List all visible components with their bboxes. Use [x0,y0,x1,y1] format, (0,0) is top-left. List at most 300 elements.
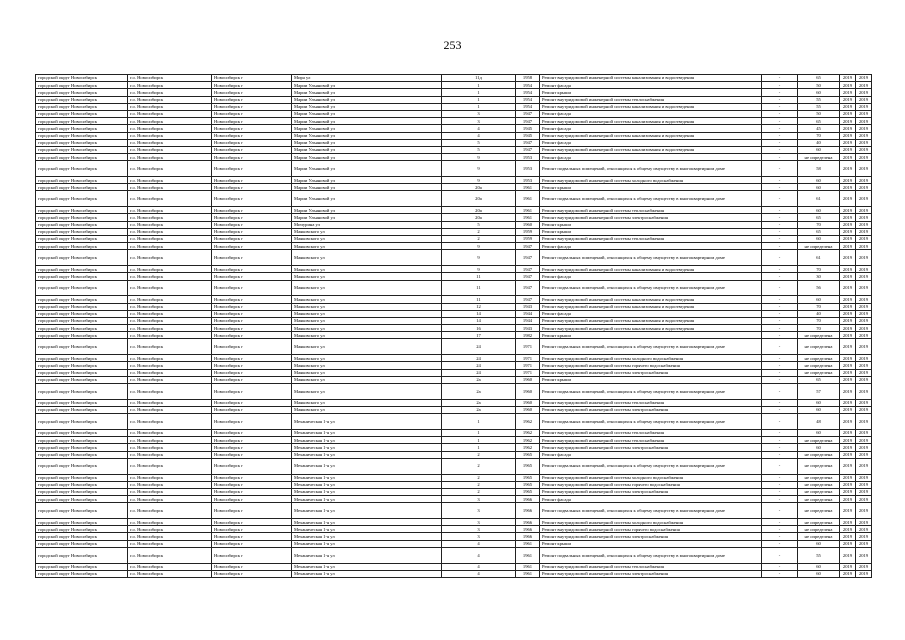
cost-cell: 70 [798,325,840,332]
plan-start-year-cell: 2019 [840,339,856,355]
plan-start-year-cell: 2019 [840,303,856,310]
municipal-district-cell: городской округ Новосибирск [36,317,128,324]
municipal-district-cell: городской округ Новосибирск [36,488,128,495]
cost-cell: не определена [798,488,840,495]
city-cell: Новосибирск г [212,444,292,451]
city-cell: Новосибирск г [212,369,292,376]
municipality-cell: г.о. Новосибирск [128,161,212,177]
plan-start-year-cell: 2019 [840,488,856,495]
plan-start-year-cell: 2019 [840,437,856,444]
city-cell: Новосибирск г [212,481,292,488]
plan-start-year-cell: 2019 [840,369,856,376]
municipal-district-cell: городской округ Новосибирск [36,243,128,250]
cost-cell: не определена [798,339,840,355]
year-built-cell: 1961 [516,191,540,207]
plan-start-year-cell: 2019 [840,161,856,177]
cost-cell: 65 [798,75,840,82]
municipal-district-cell: городской округ Новосибирск [36,235,128,242]
work-type-cell: Ремонт подвальных помещений, относящихся к общему имуществу в многоквартирном доме [540,250,762,266]
area-cell: - [762,266,798,273]
cost-cell: 30 [798,273,840,280]
year-built-cell: 1959 [516,235,540,242]
cost-cell: 50 [798,110,840,117]
municipal-district-cell: городской округ Новосибирск [36,526,128,533]
city-cell: Новосибирск г [212,533,292,540]
table-row [36,118,872,125]
municipality-cell: г.о. Новосибирск [128,458,212,474]
house-number-cell: 2а [442,383,516,399]
area-cell: - [762,332,798,339]
plan-end-year-cell: 2019 [856,118,872,125]
table-row [36,273,872,280]
year-built-cell: 1961 [516,547,540,563]
municipality-cell: г.о. Новосибирск [128,177,212,184]
work-type-cell: Ремонт крыши [540,376,762,383]
municipal-district-cell: городской округ Новосибирск [36,139,128,146]
municipal-district-cell: городской округ Новосибирск [36,429,128,436]
house-number-cell: 9 [442,161,516,177]
street-cell: Маяковского ул [292,362,442,369]
cost-cell: 55 [798,96,840,103]
area-cell: - [762,250,798,266]
cost-cell: 50 [798,82,840,89]
municipality-cell: г.о. Новосибирск [128,110,212,117]
cost-cell: 40 [798,139,840,146]
house-number-cell: 2 [442,235,516,242]
cost-cell: 60 [798,235,840,242]
table-row [36,383,872,399]
house-number-cell: 5 [442,221,516,228]
city-cell: Новосибирск г [212,184,292,191]
municipality-cell: г.о. Новосибирск [128,474,212,481]
year-built-cell: 1982 [516,332,540,339]
area-cell: - [762,376,798,383]
plan-end-year-cell: 2019 [856,437,872,444]
table-row [36,96,872,103]
house-number-cell: 17 [442,332,516,339]
plan-end-year-cell: 2019 [856,399,872,406]
plan-end-year-cell: 2019 [856,339,872,355]
plan-start-year-cell: 2019 [840,355,856,362]
city-cell: Новосибирск г [212,161,292,177]
table-row [36,429,872,436]
table-row [36,125,872,132]
plan-end-year-cell: 2019 [856,110,872,117]
table-row [36,376,872,383]
cost-cell: 56 [798,280,840,296]
plan-end-year-cell: 2019 [856,243,872,250]
city-cell: Новосибирск г [212,339,292,355]
plan-start-year-cell: 2019 [840,503,856,519]
house-number-cell: 1 [442,437,516,444]
street-cell: Механическая 1-я ул [292,563,442,570]
street-cell: Маяковского ул [292,280,442,296]
municipality-cell: г.о. Новосибирск [128,570,212,577]
work-type-cell: Ремонт фасада [540,451,762,458]
area-cell: - [762,154,798,161]
municipality-cell: г.о. Новосибирск [128,317,212,324]
year-built-cell: 1954 [516,82,540,89]
plan-end-year-cell: 2019 [856,563,872,570]
street-cell: Механическая 1-я ул [292,503,442,519]
work-type-cell: Ремонт внутридомовой инженерной системы электроснабжения [540,570,762,577]
table-row [36,570,872,577]
plan-end-year-cell: 2019 [856,89,872,96]
municipality-cell: г.о. Новосибирск [128,228,212,235]
municipal-district-cell: городской округ Новосибирск [36,214,128,221]
plan-end-year-cell: 2019 [856,376,872,383]
work-type-cell: Ремонт фасада [540,496,762,503]
plan-end-year-cell: 2019 [856,228,872,235]
area-cell: - [762,221,798,228]
cost-cell: 40 [798,310,840,317]
area-cell: - [762,503,798,519]
area-cell: - [762,451,798,458]
cost-cell: 58 [798,161,840,177]
table-body [36,75,872,578]
house-number-cell: 14 [442,317,516,324]
street-cell: Марии Ульяновой ул [292,207,442,214]
plan-end-year-cell: 2019 [856,96,872,103]
cost-cell: 45 [798,125,840,132]
municipality-cell: г.о. Новосибирск [128,376,212,383]
municipality-cell: г.о. Новосибирск [128,235,212,242]
house-number-cell: 3 [442,496,516,503]
area-cell: - [762,146,798,153]
cost-cell: не определена [798,369,840,376]
work-type-cell: Ремонт внутридомовой инженерной системы теплоснабжения [540,437,762,444]
house-number-cell: 3 [442,118,516,125]
work-type-cell: Ремонт внутридомовой инженерной системы электроснабжения [540,369,762,376]
year-built-cell: 1971 [516,339,540,355]
municipality-cell: г.о. Новосибирск [128,75,212,82]
plan-start-year-cell: 2019 [840,280,856,296]
plan-start-year-cell: 2019 [840,429,856,436]
area-cell: - [762,96,798,103]
municipality-cell: г.о. Новосибирск [128,339,212,355]
street-cell: Маяковского ул [292,399,442,406]
house-number-cell: 3 [442,526,516,533]
municipality-cell: г.о. Новосибирск [128,519,212,526]
year-built-cell: 1945 [516,125,540,132]
city-cell: Новосибирск г [212,82,292,89]
municipal-district-cell: городской округ Новосибирск [36,540,128,547]
street-cell: Марии Ульяновой ул [292,184,442,191]
city-cell: Новосибирск г [212,303,292,310]
house-number-cell: 9 [442,177,516,184]
municipality-cell: г.о. Новосибирск [128,132,212,139]
table-row [36,154,872,161]
city-cell: Новосибирск г [212,235,292,242]
street-cell: Маяковского ул [292,325,442,332]
plan-end-year-cell: 2019 [856,547,872,563]
plan-start-year-cell: 2019 [840,444,856,451]
work-type-cell: Ремонт фасада [540,310,762,317]
cost-cell: 55 [798,103,840,110]
street-cell: Марии Ульяновой ул [292,96,442,103]
city-cell: Новосибирск г [212,266,292,273]
municipality-cell: г.о. Новосибирск [128,184,212,191]
work-type-cell: Ремонт внутридомовой инженерной системы холодного водоснабжения [540,355,762,362]
house-number-cell: 14 [442,310,516,317]
year-built-cell: 1962 [516,444,540,451]
city-cell: Новосибирск г [212,376,292,383]
municipal-district-cell: городской округ Новосибирск [36,228,128,235]
street-cell: Маяковского ул [292,228,442,235]
municipal-district-cell: городской округ Новосибирск [36,533,128,540]
municipal-district-cell: городской округ Новосибирск [36,273,128,280]
municipality-cell: г.о. Новосибирск [128,207,212,214]
city-cell: Новосибирск г [212,332,292,339]
area-cell: - [762,82,798,89]
year-built-cell: 1944 [516,310,540,317]
city-cell: Новосибирск г [212,191,292,207]
municipal-district-cell: городской округ Новосибирск [36,303,128,310]
plan-start-year-cell: 2019 [840,139,856,146]
street-cell: Маяковского ул [292,332,442,339]
table-row [36,250,872,266]
work-type-cell: Ремонт подвальных помещений, относящихся к общему имуществу в многоквартирном доме [540,414,762,430]
cost-cell: 65 [798,214,840,221]
work-type-cell: Ремонт подвальных помещений, относящихся к общему имуществу в многоквартирном доме [540,161,762,177]
plan-end-year-cell: 2019 [856,184,872,191]
house-number-cell: 1 [442,429,516,436]
plan-start-year-cell: 2019 [840,118,856,125]
municipal-district-cell: городской округ Новосибирск [36,406,128,413]
street-cell: Механическая 1-я ул [292,488,442,495]
house-number-cell: 20а [442,184,516,191]
area-cell: - [762,228,798,235]
city-cell: Новосибирск г [212,437,292,444]
street-cell: Маяковского ул [292,383,442,399]
work-type-cell: Ремонт подвальных помещений, относящихся к общему имуществу в многоквартирном доме [540,191,762,207]
street-cell: Маяковского ул [292,376,442,383]
work-type-cell: Ремонт крыши [540,184,762,191]
house-number-cell: 9 [442,243,516,250]
work-type-cell: Ремонт фасада [540,139,762,146]
house-number-cell: 11 [442,296,516,303]
municipality-cell: г.о. Новосибирск [128,540,212,547]
plan-start-year-cell: 2019 [840,414,856,430]
table-row [36,355,872,362]
plan-end-year-cell: 2019 [856,139,872,146]
year-built-cell: 1966 [516,519,540,526]
table-row [36,332,872,339]
table-row [36,146,872,153]
work-type-cell: Ремонт фасада [540,110,762,117]
table-row [36,437,872,444]
house-number-cell: 2 [442,458,516,474]
municipal-district-cell: городской округ Новосибирск [36,325,128,332]
cost-cell: 65 [798,228,840,235]
street-cell: Механическая 1-я ул [292,547,442,563]
plan-end-year-cell: 2019 [856,488,872,495]
street-cell: Марии Ульяновой ул [292,177,442,184]
plan-start-year-cell: 2019 [840,383,856,399]
city-cell: Новосибирск г [212,228,292,235]
table-row [36,481,872,488]
municipal-district-cell: городской округ Новосибирск [36,339,128,355]
plan-end-year-cell: 2019 [856,273,872,280]
plan-start-year-cell: 2019 [840,325,856,332]
street-cell: Маяковского ул [292,250,442,266]
municipality-cell: г.о. Новосибирск [128,125,212,132]
city-cell: Новосибирск г [212,362,292,369]
work-type-cell: Ремонт внутридомовой инженерной системы канализования и водоотведения [540,132,762,139]
house-number-cell: 1 [442,89,516,96]
work-type-cell: Ремонт крыши [540,89,762,96]
municipal-district-cell: городской округ Новосибирск [36,280,128,296]
municipal-district-cell: городской округ Новосибирск [36,89,128,96]
area-cell: - [762,235,798,242]
plan-start-year-cell: 2019 [840,221,856,228]
cost-cell: 60 [798,146,840,153]
work-type-cell: Ремонт крыши [540,332,762,339]
work-type-cell: Ремонт внутридомовой инженерной системы электроснабжения [540,214,762,221]
plan-start-year-cell: 2019 [840,496,856,503]
municipality-cell: г.о. Новосибирск [128,303,212,310]
street-cell: Марии Ульяновой ул [292,191,442,207]
plan-end-year-cell: 2019 [856,125,872,132]
municipal-district-cell: городской округ Новосибирск [36,161,128,177]
street-cell: Маяковского ул [292,303,442,310]
municipality-cell: г.о. Новосибирск [128,496,212,503]
plan-start-year-cell: 2019 [840,570,856,577]
work-type-cell: Ремонт подвальных помещений, относящихся к общему имуществу в многоквартирном доме [540,280,762,296]
municipality-cell: г.о. Новосибирск [128,325,212,332]
year-built-cell: 1962 [516,429,540,436]
municipality-cell: г.о. Новосибирск [128,362,212,369]
table-row [36,526,872,533]
plan-start-year-cell: 2019 [840,214,856,221]
area-cell: - [762,110,798,117]
street-cell: Маяковского ул [292,273,442,280]
plan-start-year-cell: 2019 [840,184,856,191]
work-type-cell: Ремонт внутридомовой инженерной системы теплоснабжения [540,563,762,570]
house-number-cell: 9 [442,154,516,161]
city-cell: Новосибирск г [212,317,292,324]
street-cell: Механическая 1-я ул [292,429,442,436]
street-cell: Маяковского ул [292,243,442,250]
street-cell: Марии Ульяновой ул [292,110,442,117]
area-cell: - [762,570,798,577]
table-row [36,310,872,317]
plan-end-year-cell: 2019 [856,533,872,540]
plan-end-year-cell: 2019 [856,303,872,310]
cost-cell: 60 [798,570,840,577]
table-row [36,547,872,563]
year-built-cell: 1965 [516,458,540,474]
municipal-district-cell: городской округ Новосибирск [36,177,128,184]
house-number-cell: 4 [442,547,516,563]
area-cell: - [762,458,798,474]
year-built-cell: 1947 [516,280,540,296]
municipality-cell: г.о. Новосибирск [128,221,212,228]
municipality-cell: г.о. Новосибирск [128,273,212,280]
street-cell: Марии Ульяновой ул [292,118,442,125]
year-built-cell: 1961 [516,214,540,221]
work-type-cell: Ремонт фасада [540,154,762,161]
house-number-cell: 20а [442,207,516,214]
city-cell: Новосибирск г [212,296,292,303]
area-cell: - [762,139,798,146]
table-row [36,503,872,519]
cost-cell: не определена [798,458,840,474]
table-row [36,399,872,406]
municipality-cell: г.о. Новосибирск [128,296,212,303]
municipal-district-cell: городской округ Новосибирск [36,154,128,161]
street-cell: Марии Ульяновой ул [292,82,442,89]
year-built-cell: 1945 [516,132,540,139]
plan-start-year-cell: 2019 [840,110,856,117]
year-built-cell: 1966 [516,526,540,533]
plan-end-year-cell: 2019 [856,161,872,177]
municipal-district-cell: городской округ Новосибирск [36,399,128,406]
year-built-cell: 1943 [516,303,540,310]
area-cell: - [762,161,798,177]
plan-end-year-cell: 2019 [856,496,872,503]
year-built-cell: 1954 [516,103,540,110]
area-cell: - [762,526,798,533]
house-number-cell: 2 [442,481,516,488]
house-number-cell: 3 [442,519,516,526]
municipal-district-cell: городской округ Новосибирск [36,146,128,153]
plan-end-year-cell: 2019 [856,362,872,369]
plan-start-year-cell: 2019 [840,317,856,324]
year-built-cell: 1947 [516,243,540,250]
house-number-cell: 4 [442,540,516,547]
cost-cell: не определена [798,154,840,161]
municipal-district-cell: городской округ Новосибирск [36,355,128,362]
municipality-cell: г.о. Новосибирск [128,437,212,444]
area-cell: - [762,317,798,324]
municipal-district-cell: городской округ Новосибирск [36,125,128,132]
city-cell: Новосибирск г [212,355,292,362]
area-cell: - [762,214,798,221]
work-type-cell: Ремонт внутридомовой инженерной системы канализования и водоотведения [540,75,762,82]
work-type-cell: Ремонт внутридомовой инженерной системы теплоснабжения [540,235,762,242]
municipal-district-cell: городской округ Новосибирск [36,563,128,570]
municipal-district-cell: городской округ Новосибирск [36,191,128,207]
year-built-cell: 1962 [516,414,540,430]
city-cell: Новосибирск г [212,110,292,117]
work-type-cell: Ремонт внутридомовой инженерной системы теплоснабжения [540,399,762,406]
work-type-cell: Ремонт крыши [540,540,762,547]
plan-start-year-cell: 2019 [840,89,856,96]
cost-cell: не определена [798,519,840,526]
table-row [36,369,872,376]
plan-start-year-cell: 2019 [840,458,856,474]
street-cell: Маяковского ул [292,339,442,355]
municipal-district-cell: городской округ Новосибирск [36,458,128,474]
cost-cell: 55 [798,547,840,563]
table-row [36,266,872,273]
street-cell: Марии Ульяновой ул [292,146,442,153]
year-built-cell: 1961 [516,570,540,577]
table-row [36,75,872,82]
work-type-cell: Ремонт подвальных помещений, относящихся к общему имуществу в многоквартирном доме [540,547,762,563]
plan-start-year-cell: 2019 [840,132,856,139]
house-number-cell: 24 [442,369,516,376]
area-cell: - [762,207,798,214]
plan-end-year-cell: 2019 [856,332,872,339]
street-cell: Марии Ульяновой ул [292,161,442,177]
city-cell: Новосибирск г [212,214,292,221]
municipal-district-cell: городской округ Новосибирск [36,132,128,139]
plan-start-year-cell: 2019 [840,547,856,563]
plan-end-year-cell: 2019 [856,75,872,82]
street-cell: Механическая 1-я ул [292,540,442,547]
